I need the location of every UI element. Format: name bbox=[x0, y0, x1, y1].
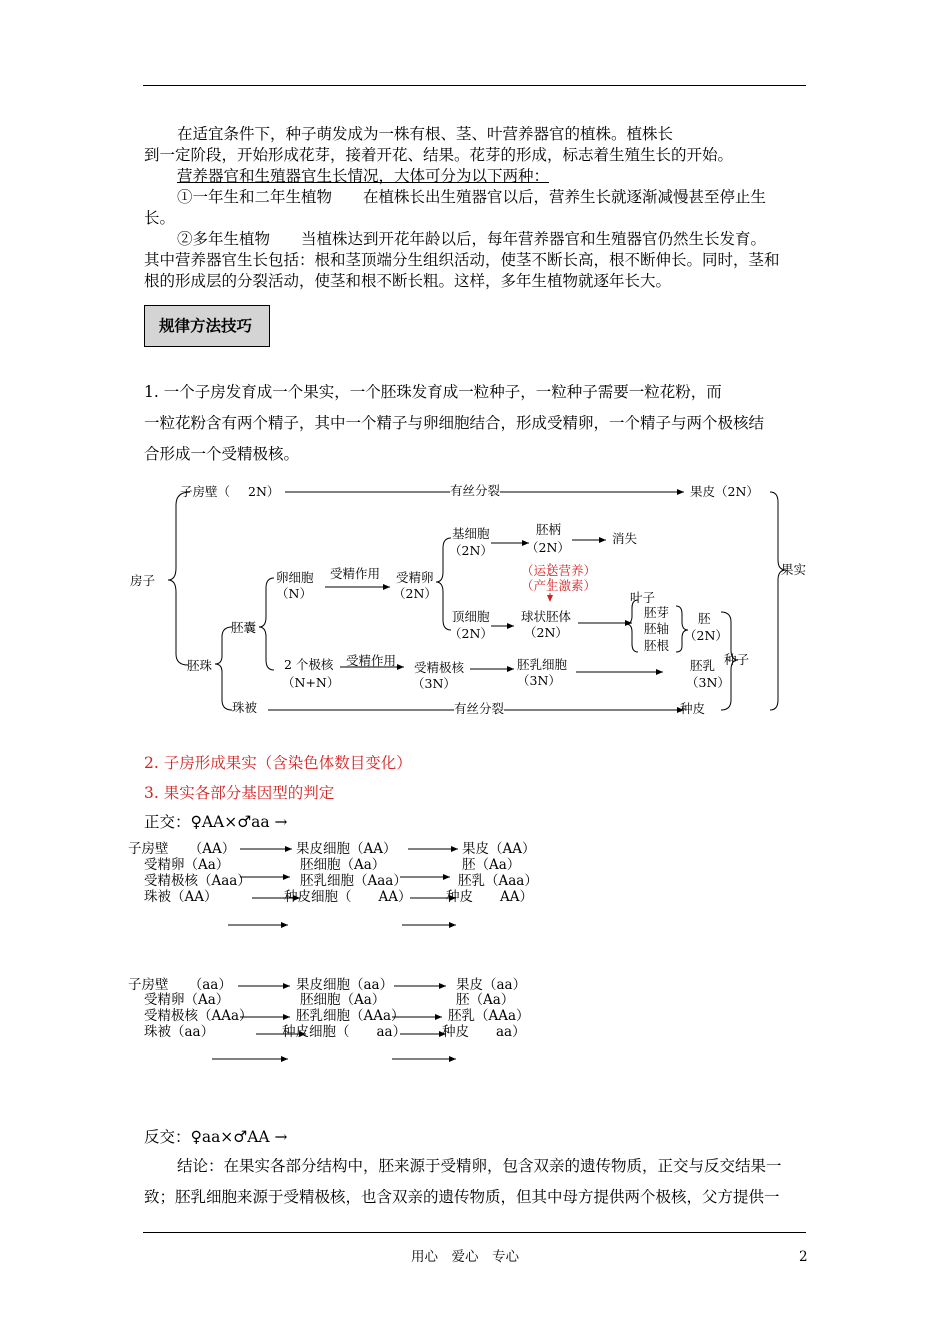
intro-line-2: 到一定阶段，开始形成花芽，接着开花、结果。花芽的形成，标志着生殖生长的开始。 bbox=[144, 146, 734, 164]
label-zhubei: 珠被 bbox=[232, 700, 258, 715]
label-pei-ploidy: （2N） bbox=[684, 628, 728, 643]
brace-guoshi bbox=[770, 492, 786, 710]
t2-c3-r4: 种皮 aa） bbox=[442, 1024, 526, 1040]
label-luanxibao: 卵细胞 bbox=[276, 570, 314, 585]
intro-line-6: ②多年生植物 当植株达到开花年龄以后，每年营养器官和生殖器官仍然生长发育。 bbox=[177, 230, 767, 248]
t2-c1-r2: 受精卵（Aa） bbox=[144, 992, 230, 1008]
label-shoujing-2: 受精作用 bbox=[346, 653, 397, 668]
t1-c1-r2: 受精卵（Aa） bbox=[144, 857, 230, 873]
t2-c2-r2: 胚细胞（Aa） bbox=[300, 992, 386, 1008]
intro-line-1: 在适宜条件下，种子萌发成为一株有根、茎、叶营养器官的植株。植株长 bbox=[177, 125, 674, 143]
label-peibing-ploidy: （2N） bbox=[526, 540, 570, 555]
fanjiao: 反交：♀aa×♂AA → bbox=[144, 1128, 288, 1146]
page-number: 2 bbox=[799, 1249, 808, 1265]
intro-line-8: 根的形成层的分裂活动，使茎和根不断长粗。这样，多年生植物就逐年长大。 bbox=[144, 272, 672, 290]
intro-line-5: 长。 bbox=[144, 209, 176, 227]
t1-c3-r4: 种皮 AA） bbox=[446, 889, 533, 905]
t2-c3-r3: 胚乳（AAa） bbox=[448, 1008, 530, 1024]
t2-c1-r1: 子房壁 （aa） bbox=[128, 977, 232, 993]
t1-c1-r4: 珠被（AA） bbox=[144, 889, 218, 905]
t2-c1-r3: 受精极核（AAa） bbox=[144, 1008, 253, 1024]
label-peiya: 胚芽 bbox=[644, 605, 670, 620]
label-chansheng: （产生激素） bbox=[521, 578, 597, 593]
t2-c2-r1: 果皮细胞（aa） bbox=[296, 977, 394, 993]
item2: 2. 子房形成果实（含染色体数目变化） bbox=[144, 754, 412, 772]
label-fangzi: 房子 bbox=[130, 573, 156, 588]
item1-line-2: 一粒花粉含有两个精子，其中一个精子与卵细胞结合，形成受精卵，一个精子与两个极核结 bbox=[144, 414, 765, 432]
label-xiaoshi: 消失 bbox=[612, 531, 638, 546]
intro-line-7: 其中营养器官生长包括：根和茎顶端分生组织活动，使茎不断长高，根不断伸长。同时，茎和 bbox=[144, 251, 780, 269]
t2-c3-r2: 胚（Aa） bbox=[456, 992, 515, 1008]
label-zhongpi: 种皮 bbox=[680, 701, 706, 716]
item3: 3. 果实各部分基因型的判定 bbox=[144, 784, 335, 802]
brace-peizhu bbox=[215, 627, 232, 710]
label-peiruxibao-ploidy: （3N） bbox=[517, 673, 561, 688]
t2-c2-r4: 种皮细胞（ aa） bbox=[282, 1024, 407, 1040]
intro-line-3: 营养器官和生殖器官生长情况，大体可分为以下两种： bbox=[177, 167, 550, 185]
label-jihe-ploidy: （N+N） bbox=[282, 675, 340, 690]
item1-line-1: 1. 一个子房发育成一个果实，一个胚珠发育成一粒种子，一粒种子需要一粒花粉，而 bbox=[144, 383, 722, 401]
label-shoujingluan: 受精卵 bbox=[396, 570, 434, 585]
label-peiru-ploidy: （3N） bbox=[686, 675, 730, 690]
label-peizhu: 胚珠 bbox=[187, 658, 213, 673]
label-ysfl-bottom: 有丝分裂 bbox=[454, 701, 505, 716]
label-guoshi: 果实 bbox=[781, 562, 807, 577]
footer-text: 用心 爱心 专心 bbox=[411, 1249, 519, 1265]
t1-c3-r1: 果皮（AA） bbox=[462, 841, 536, 857]
label-zifangbi: 子房壁（ bbox=[180, 484, 231, 499]
label-luanxibao-ploidy: （N） bbox=[276, 586, 312, 601]
label-peinang: 胚囊 bbox=[231, 620, 257, 635]
t1-c1-r3: 受精极核（Aaa） bbox=[144, 873, 251, 889]
label-shoujingluan-ploidy: （2N） bbox=[393, 586, 437, 601]
t1-c2-r4: 种皮细胞（ AA） bbox=[284, 889, 412, 905]
t2-c3-r1: 果皮（aa） bbox=[456, 977, 527, 993]
label-peizhou: 胚轴 bbox=[644, 621, 670, 636]
t2-c2-r3: 胚乳细胞（AAa） bbox=[296, 1008, 405, 1024]
brace-embryo-parts bbox=[626, 600, 638, 652]
intro-line-4: ①一年生和二年生植物 在植株长出生殖器官以后，营养生长就逐渐减慢甚至停止生 bbox=[177, 188, 767, 206]
label-qiuzhuang: 球状胚体 bbox=[521, 609, 572, 624]
label-ysfl-top: 有丝分裂 bbox=[450, 483, 501, 498]
item1-line-3: 合形成一个受精极核。 bbox=[144, 445, 300, 463]
label-pei: 胚 bbox=[698, 611, 711, 626]
label-zhongzi: 种子 bbox=[724, 652, 750, 667]
t1-c3-r3: 胚乳（Aaa） bbox=[458, 873, 538, 889]
brace-peinang bbox=[259, 578, 274, 670]
label-shoujingjihe-ploidy: （3N） bbox=[412, 676, 456, 691]
label-shoujingjihe: 受精极核 bbox=[414, 660, 465, 675]
label-guopi: 果皮（2N） bbox=[690, 484, 759, 499]
t2-c1-r4: 珠被（aa） bbox=[144, 1024, 215, 1040]
section-title: 规律方法技巧 bbox=[159, 316, 253, 335]
label-yezi: 叶子 bbox=[630, 590, 656, 605]
label-peiru: 胚乳 bbox=[690, 658, 716, 673]
conclusion-line-2: 致；胚乳细胞来源于受精极核，也含双亲的遗传物质，但其中母方提供两个极核，父方提供一 bbox=[144, 1188, 780, 1206]
t1-c2-r2: 胚细胞（Aa） bbox=[300, 857, 386, 873]
label-zifangbi-ploidy: 2N） bbox=[248, 484, 280, 499]
label-qiuzhuang-ploidy: （2N） bbox=[524, 625, 568, 640]
label-peigen: 胚根 bbox=[644, 638, 670, 653]
label-jixibao-ploidy: （2N） bbox=[449, 543, 493, 558]
zhengjiao: 正交：♀AA×♂aa → bbox=[144, 813, 288, 831]
label-yunsong: （运送营养） bbox=[521, 563, 597, 578]
label-peiruxibao: 胚乳细胞 bbox=[517, 657, 568, 672]
label-jixibao: 基细胞 bbox=[452, 526, 490, 541]
label-jihe: 2 个极核 bbox=[284, 657, 334, 672]
label-peibing: 胚柄 bbox=[536, 522, 562, 537]
brace-fangzi bbox=[168, 492, 190, 665]
conclusion-line-1: 结论：在果实各部分结构中，胚来源于受精卵，包含双亲的遗传物质，正交与反交结果一 bbox=[177, 1157, 782, 1175]
t1-c2-r3: 胚乳细胞（Aaa） bbox=[300, 873, 407, 889]
t1-c3-r2: 胚（Aa） bbox=[462, 857, 521, 873]
t1-c1-r1: 子房壁 （AA） bbox=[128, 841, 236, 857]
label-dingxibao: 顶细胞 bbox=[452, 609, 490, 624]
label-shoujing-1: 受精作用 bbox=[330, 566, 381, 581]
label-dingxibao-ploidy: （2N） bbox=[449, 626, 493, 641]
t1-c2-r1: 果皮细胞（AA） bbox=[296, 841, 397, 857]
